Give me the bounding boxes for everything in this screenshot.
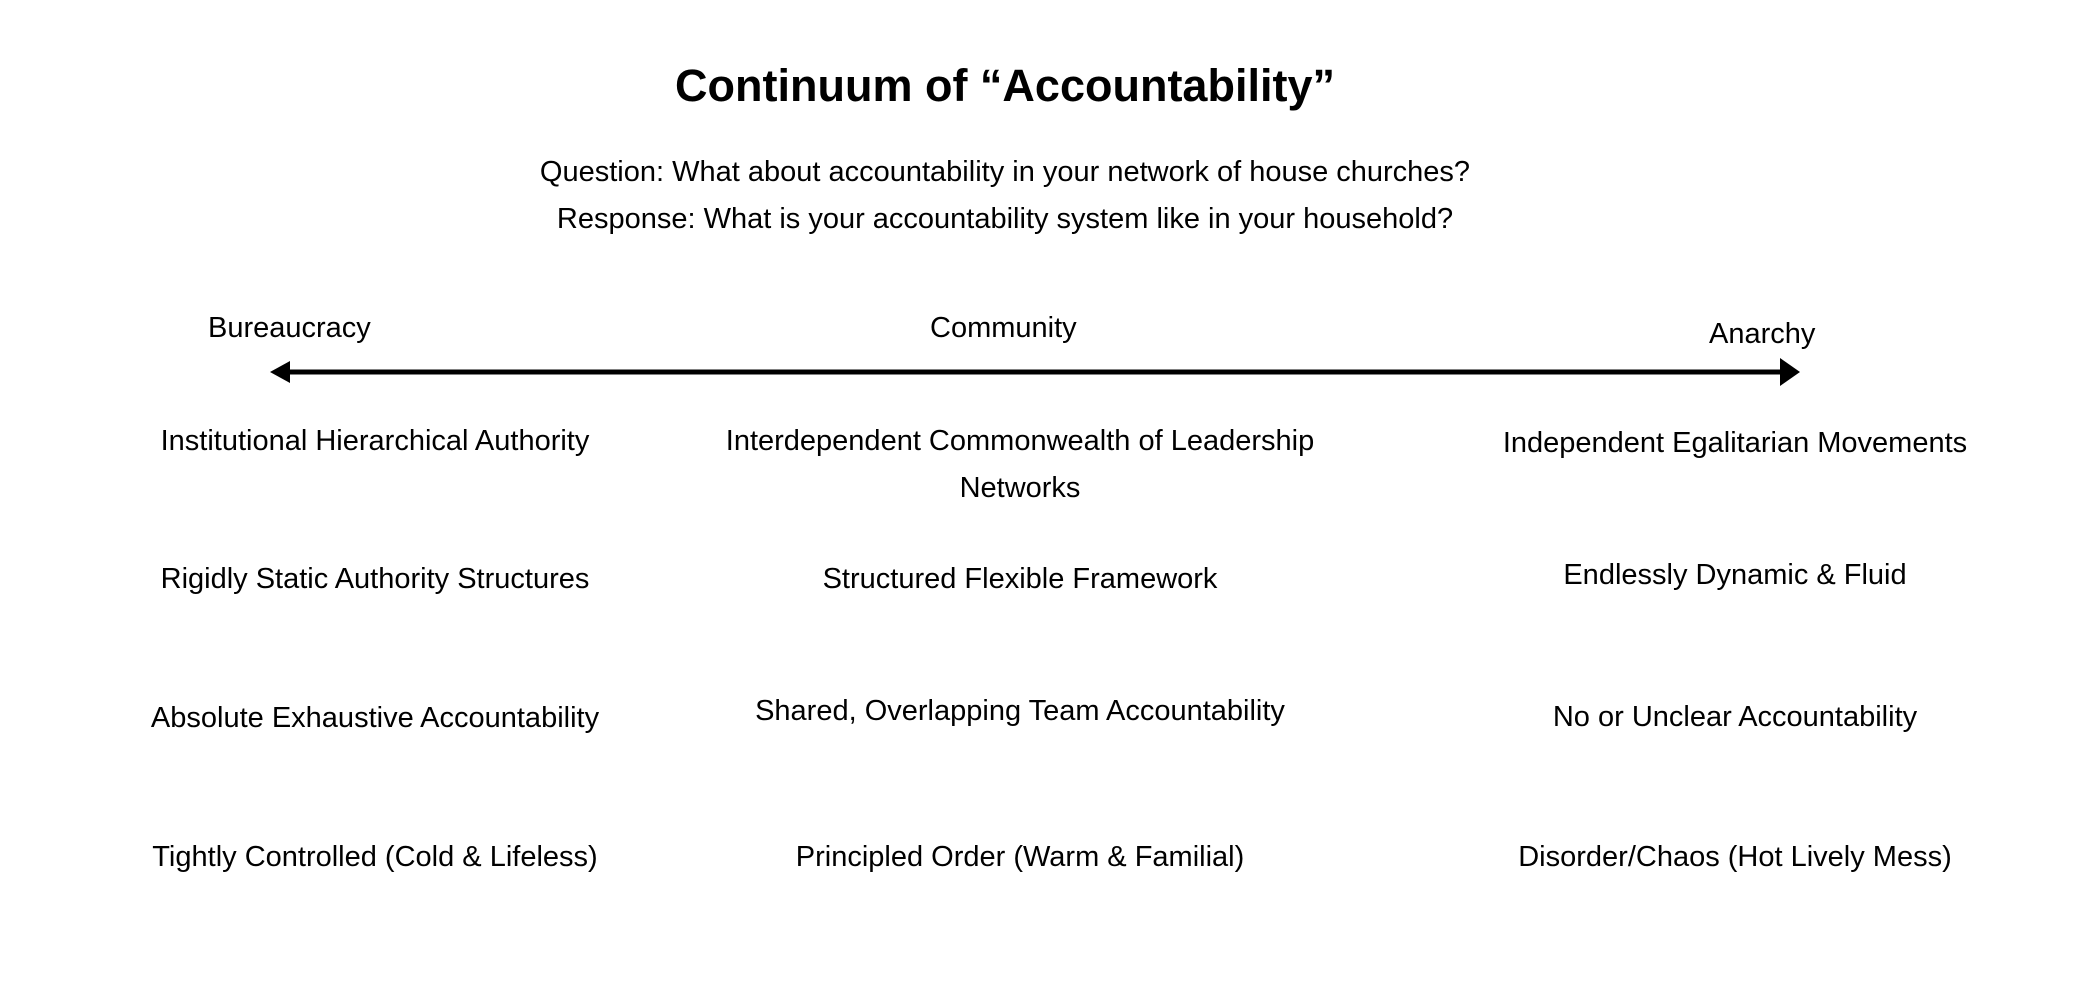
question-text: Question: What about accountability in your network of house churches?	[539, 156, 1471, 188]
row4-middle-cell: Principled Order (Warm & Familial)	[795, 841, 1245, 873]
row4-right-cell: Disorder/Chaos (Hot Lively Mess)	[1518, 841, 1952, 873]
row2-middle-cell: Structured Flexible Framework	[822, 563, 1218, 595]
pole-label-bureaucracy: Bureaucracy	[208, 312, 371, 344]
row3-middle-cell: Shared, Overlapping Team Accountability	[755, 695, 1285, 727]
row1-right-cell: Independent Egalitarian Movements	[1502, 427, 1968, 459]
continuum-axis	[270, 352, 1800, 392]
row1-left-cell: Institutional Hierarchical Authority	[160, 425, 590, 457]
response-text: Response: What is your accountability system like in your household?	[556, 203, 1454, 235]
pole-label-community: Community	[930, 312, 1077, 344]
axis-right-arrowhead	[1780, 358, 1800, 386]
row3-left-cell: Absolute Exhaustive Accountability	[150, 702, 600, 734]
row2-left-cell: Rigidly Static Authority Structures	[160, 563, 590, 595]
row3-right-cell: No or Unclear Accountability	[1552, 701, 1918, 733]
row2-right-cell: Endlessly Dynamic & Fluid	[1563, 559, 1907, 591]
row1-middle-cell: Interdependent Commonwealth of Leadership Networks	[725, 425, 1315, 504]
diagram-title: Continuum of “Accountability”	[675, 60, 1335, 111]
axis-left-arrowhead	[270, 361, 290, 383]
pole-label-anarchy: Anarchy	[1709, 318, 1816, 350]
row4-left-cell: Tightly Controlled (Cold & Lifeless)	[152, 841, 598, 873]
